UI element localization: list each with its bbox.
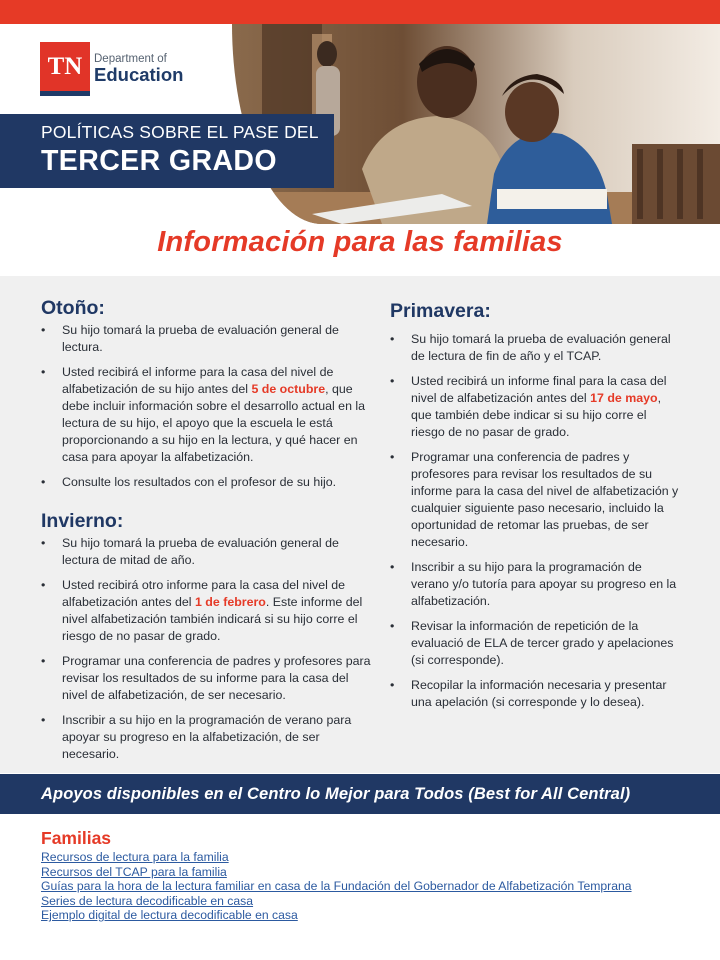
link-tcap-family-resources[interactable]: Recursos del TCAP para la familia	[41, 864, 227, 879]
right-column	[390, 296, 680, 719]
title-band	[0, 114, 334, 188]
logo-department: Department of	[94, 53, 167, 66]
list-item: • Consulte los resultados con el profesor de su hijo.	[41, 474, 376, 491]
top-accent-bar	[0, 0, 720, 24]
list-item	[41, 577, 376, 645]
left-column	[41, 296, 376, 771]
page-title: TERCER GRADO	[41, 145, 277, 177]
text-span: Usted recibirá otro informe para la casa del nivel de alfabetización antes del	[62, 578, 346, 609]
tn-education-logo	[40, 42, 183, 96]
winter-heading: Invierno:	[41, 510, 124, 532]
date-highlight: 1 de febrero	[194, 595, 266, 609]
text-span: . Este informe del nivel alfabetización también indicará si su hijo corre el riesgo de no pasar de grado.	[62, 595, 363, 643]
list-item: • Programar una conferencia de padres y profesores para revisar los resultados de su informe para la casa del nivel de alfabetización, de ser necesario.	[41, 653, 376, 704]
link-family-reading-time-guides[interactable]: Guías para la hora de la lectura familiar en casa de la Fundación del Gobernador de Alfabetización Temprana	[41, 879, 632, 893]
supports-banner	[0, 774, 720, 814]
list-item: • Inscribir a su hijo en la programación de verano para apoyar su progreso en la alfabetización, de ser necesario.	[41, 712, 376, 763]
list-item: • Revisar la información de repetición de la evaluació de ELA de tercer grado y apelaciones (si corresponde).	[390, 618, 680, 669]
list-item: • Su hijo tomará la prueba de evaluación general de lectura de fin de año y el TCAP.	[390, 331, 680, 365]
families-section	[41, 828, 701, 923]
text-span: Usted recibirá el informe para la casa del nivel de alfabetización de su hijo antes del	[62, 365, 334, 396]
list-item: • Su hijo tomará la prueba de evaluación general de lectura.	[41, 322, 376, 356]
list-item	[41, 364, 376, 466]
spring-heading: Primavera:	[390, 300, 491, 322]
section-title: Información para las familias	[157, 226, 563, 258]
date-highlight: 17 de mayo	[590, 391, 658, 405]
winter-list	[41, 535, 376, 763]
title-subheading: POLÍTICAS SOBRE EL PASE DEL	[41, 122, 319, 142]
text-span: , que debe incluir información sobre el desarrollo actual en la lectura de su hijo, el apoyo que la escuela le está proporcionando a su hijo en la lectura, y qué hacer en casa para apoyar la alfabetización.	[62, 382, 366, 464]
logo-wordmark	[94, 53, 183, 84]
text-span: , que también debe indicar si su hijo corre el riesgo de no pasar de grado.	[411, 391, 662, 439]
list-item: • Su hijo tomará la prueba de evaluación general de lectura de mitad de año.	[41, 535, 376, 569]
fall-list	[41, 322, 376, 491]
text-span: Usted recibirá un informe final para la casa del nivel de alfabetización antes del	[411, 374, 667, 405]
list-item: • Programar una conferencia de padres y profesores para revisar los resultados de su informe para la casa del nivel de alfabetización y cualquier siguiente paso necesario, incluido la oportunidad de retomar las pruebas, de ser necesario.	[390, 449, 680, 551]
list-item: • Recopilar la información necesaria y presentar una apelación (si corresponde y lo desea).	[390, 677, 680, 711]
link-decodable-reading-series[interactable]: Series de lectura decodificable en casa	[41, 893, 254, 908]
logo-education: Education	[94, 64, 184, 86]
supports-banner-text: Apoyos disponibles en el Centro lo Mejor para Todos (Best for All Central)	[41, 785, 631, 803]
link-family-reading-resources[interactable]: Recursos de lectura para la familia	[41, 850, 229, 864]
date-highlight: 5 de octubre	[251, 382, 326, 396]
list-item: • Inscribir a su hijo para la programación de verano y/o tutoría para apoyar su progreso en la alfabetización.	[390, 559, 680, 610]
list-item	[390, 373, 680, 441]
spring-list	[390, 331, 680, 711]
fall-heading: Otoño:	[41, 297, 105, 319]
families-heading: Familias	[41, 828, 112, 848]
link-digital-decodable-example[interactable]: Ejemplo digital de lectura decodificable en casa	[41, 908, 298, 922]
tn-logo-mark: TN	[40, 42, 90, 96]
